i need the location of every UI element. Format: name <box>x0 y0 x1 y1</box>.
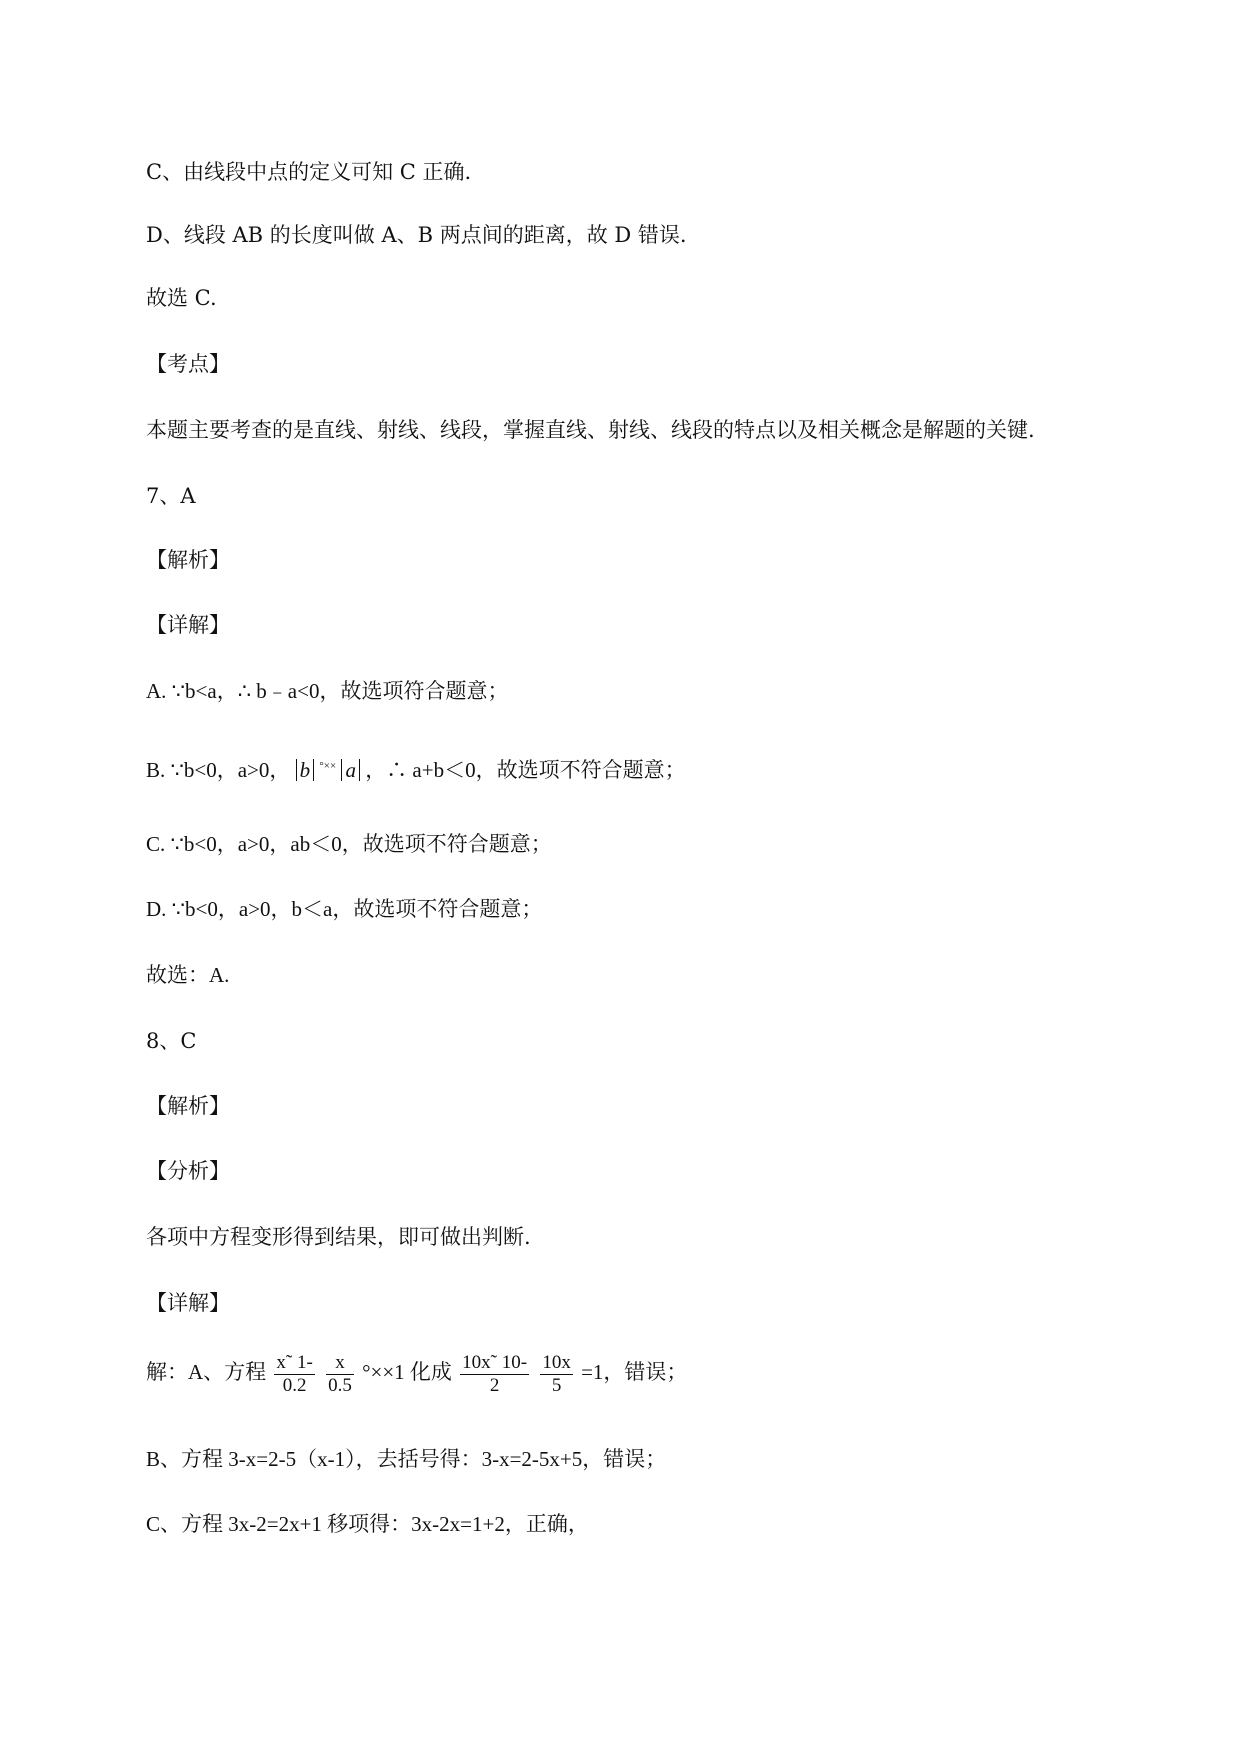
text-line: C、由线段中点的定义可知 C 正确. <box>146 160 472 184</box>
option-a: A. ∵b<a，∴ b﹣a<0，故选项符合题意； <box>146 679 509 703</box>
numerator: x <box>335 1351 345 1373</box>
denominator: 0.2 <box>274 1374 314 1397</box>
section-label-fenxi: 【分析】 <box>146 1159 230 1183</box>
fraction <box>274 1352 314 1397</box>
fraction <box>540 1352 573 1397</box>
abs-a: a <box>341 759 360 781</box>
text-line: D、线段 AB 的长度叫做 A、B 两点间的距离，故 D 错误. <box>146 223 687 247</box>
equation-a-mid: °××1 化成 <box>362 1360 452 1384</box>
conclusion: 故选：A. <box>146 963 230 987</box>
numerator: 10x˜ 10- <box>462 1351 528 1373</box>
answer-7: 7、A <box>146 484 196 508</box>
equation-a-suffix: =1，错误； <box>581 1360 688 1384</box>
equation-b: B、方程 3-x=2-5（x-1），去括号得：3-x=2-5x+5，错误； <box>146 1447 667 1471</box>
equation-a-prefix: 解：A、方程 <box>146 1360 267 1384</box>
option-d: D. ∵b<0，a>0，b＜a，故选项不符合题意； <box>146 897 543 921</box>
abs-b: b <box>296 759 315 781</box>
fraction <box>326 1352 354 1397</box>
section-label-jiexi: 【解析】 <box>146 548 230 572</box>
text-line: 故选 C. <box>146 286 217 310</box>
equation-a <box>146 1348 687 1397</box>
section-label-jiexi: 【解析】 <box>146 1094 230 1118</box>
option-c: C. ∵b<0，a>0，ab＜0，故选项不符合题意； <box>146 832 552 856</box>
option-b-suffix: ，∴ a+b＜0，故选项不符合题意； <box>365 758 686 782</box>
denominator: 2 <box>460 1374 529 1397</box>
denominator: 0.5 <box>328 1374 352 1396</box>
fraction <box>460 1352 529 1397</box>
garbled-symbol: °×× <box>319 760 337 772</box>
numerator: 10x <box>542 1351 571 1373</box>
option-b <box>146 752 686 784</box>
section-label-kaodian: 【考点】 <box>146 352 230 376</box>
section-label-xiangjie: 【详解】 <box>146 1291 230 1315</box>
numerator: x˜ 1- <box>276 1351 313 1373</box>
option-b-prefix: B. ∵b<0，a>0， <box>146 758 291 782</box>
text-line: 各项中方程变形得到结果，即可做出判断. <box>146 1225 531 1249</box>
section-label-xiangjie: 【详解】 <box>146 613 230 637</box>
equation-c: C、方程 3x-2=2x+1 移项得：3x-2x=1+2，正确， <box>146 1512 589 1536</box>
text-line: 本题主要考查的是直线、射线、线段，掌握直线、射线、线段的特点以及相关概念是解题的关键. <box>146 418 1035 442</box>
answer-8: 8、C <box>146 1029 197 1053</box>
denominator: 5 <box>540 1374 573 1397</box>
